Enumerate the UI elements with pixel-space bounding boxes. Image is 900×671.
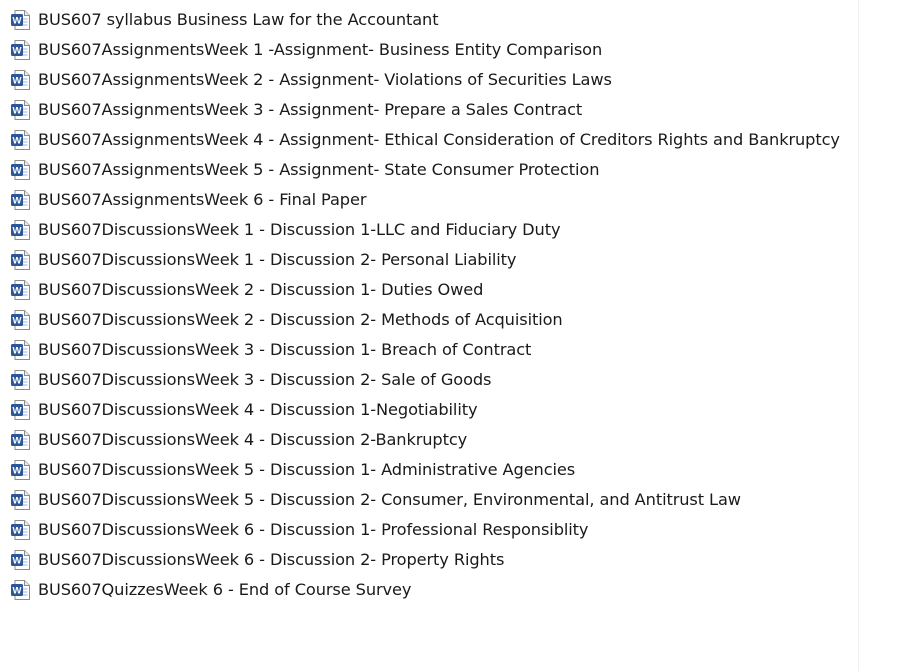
- word-icon-letter: W: [12, 345, 22, 357]
- file-name: BUS607DiscussionsWeek 6 - Discussion 2- Property Rights: [38, 550, 505, 569]
- file-row[interactable]: [0, 335, 858, 365]
- file-row[interactable]: [0, 125, 858, 155]
- file-row[interactable]: [0, 515, 858, 545]
- word-document-icon: [10, 69, 32, 91]
- word-icon-letter: W: [12, 585, 22, 597]
- file-row[interactable]: [0, 275, 858, 305]
- word-document-icon: [10, 519, 32, 541]
- word-icon-letter: W: [12, 465, 22, 477]
- word-icon-letter: W: [12, 435, 22, 447]
- word-document-icon: [10, 489, 32, 511]
- word-document-icon: [10, 549, 32, 571]
- word-icon-letter: W: [12, 45, 22, 57]
- file-name: BUS607AssignmentsWeek 6 - Final Paper: [38, 190, 367, 209]
- file-name: BUS607DiscussionsWeek 1 - Discussion 2- Personal Liability: [38, 250, 517, 269]
- word-icon-letter: W: [12, 405, 22, 417]
- file-row[interactable]: [0, 395, 858, 425]
- word-document-icon: [10, 369, 32, 391]
- file-row[interactable]: [0, 35, 858, 65]
- file-row[interactable]: [0, 245, 858, 275]
- file-name: BUS607AssignmentsWeek 1 -Assignment- Business Entity Comparison: [38, 40, 603, 59]
- file-row[interactable]: [0, 5, 858, 35]
- word-document-icon: [10, 9, 32, 31]
- word-document-icon: [10, 579, 32, 601]
- file-row[interactable]: [0, 155, 858, 185]
- word-icon-letter: W: [12, 105, 22, 117]
- word-icon-letter: W: [12, 135, 22, 147]
- word-icon-letter: W: [12, 75, 22, 87]
- file-name: BUS607DiscussionsWeek 4 - Discussion 1-Negotiability: [38, 400, 478, 419]
- word-document-icon: [10, 219, 32, 241]
- file-row[interactable]: [0, 95, 858, 125]
- word-icon-letter: W: [12, 495, 22, 507]
- word-icon-letter: W: [12, 195, 22, 207]
- file-name: BUS607DiscussionsWeek 4 - Discussion 2-Bankruptcy: [38, 430, 468, 449]
- word-document-icon: [10, 189, 32, 211]
- file-name: BUS607AssignmentsWeek 5 - Assignment- State Consumer Protection: [38, 160, 600, 179]
- file-name: BUS607DiscussionsWeek 1 - Discussion 1-LLC and Fiduciary Duty: [38, 220, 561, 239]
- word-icon-letter: W: [12, 255, 22, 267]
- word-document-icon: [10, 399, 32, 421]
- word-icon-letter: W: [12, 15, 22, 27]
- file-name: BUS607DiscussionsWeek 2 - Discussion 2- Methods of Acquisition: [38, 310, 563, 329]
- word-document-icon: [10, 429, 32, 451]
- file-row[interactable]: [0, 575, 858, 605]
- file-row[interactable]: [0, 215, 858, 245]
- word-icon-letter: W: [12, 165, 22, 177]
- file-name: BUS607DiscussionsWeek 5 - Discussion 2- Consumer, Environmental, and Antitrust Law: [38, 490, 741, 509]
- word-icon-letter: W: [12, 555, 22, 567]
- word-document-icon: [10, 39, 32, 61]
- file-row[interactable]: [0, 65, 858, 95]
- word-document-icon: [10, 249, 32, 271]
- word-icon-letter: W: [12, 525, 22, 537]
- word-icon-letter: W: [12, 225, 22, 237]
- file-name: BUS607 syllabus Business Law for the Accountant: [38, 10, 439, 29]
- word-document-icon: [10, 339, 32, 361]
- word-document-icon: [10, 279, 32, 301]
- file-name: BUS607AssignmentsWeek 2 - Assignment- Violations of Securities Laws: [38, 70, 612, 89]
- word-icon-letter: W: [12, 285, 22, 297]
- file-row[interactable]: [0, 455, 858, 485]
- file-row[interactable]: [0, 185, 858, 215]
- file-row[interactable]: [0, 485, 858, 515]
- file-name: BUS607DiscussionsWeek 2 - Discussion 1- Duties Owed: [38, 280, 484, 299]
- file-row[interactable]: [0, 305, 858, 335]
- word-document-icon: [10, 99, 32, 121]
- file-row[interactable]: [0, 425, 858, 455]
- word-document-icon: [10, 159, 32, 181]
- file-name: BUS607DiscussionsWeek 6 - Discussion 1- Professional Responsiblity: [38, 520, 589, 539]
- file-row[interactable]: [0, 545, 858, 575]
- file-name: BUS607AssignmentsWeek 4 - Assignment- Ethical Consideration of Creditors Rights and Bankruptcy: [38, 130, 840, 149]
- file-name: BUS607AssignmentsWeek 3 - Assignment- Prepare a Sales Contract: [38, 100, 583, 119]
- file-name: BUS607DiscussionsWeek 3 - Discussion 2- Sale of Goods: [38, 370, 492, 389]
- word-document-icon: [10, 459, 32, 481]
- file-name: BUS607DiscussionsWeek 5 - Discussion 1- Administrative Agencies: [38, 460, 576, 479]
- word-icon-letter: W: [12, 375, 22, 387]
- word-document-icon: [10, 309, 32, 331]
- file-row[interactable]: [0, 365, 858, 395]
- word-icon-letter: W: [12, 315, 22, 327]
- word-document-icon: [10, 129, 32, 151]
- file-name: BUS607DiscussionsWeek 3 - Discussion 1- Breach of Contract: [38, 340, 532, 359]
- file-name: BUS607QuizzesWeek 6 - End of Course Survey: [38, 580, 412, 599]
- right-pane-edge: [858, 0, 900, 671]
- file-list: [0, 5, 858, 605]
